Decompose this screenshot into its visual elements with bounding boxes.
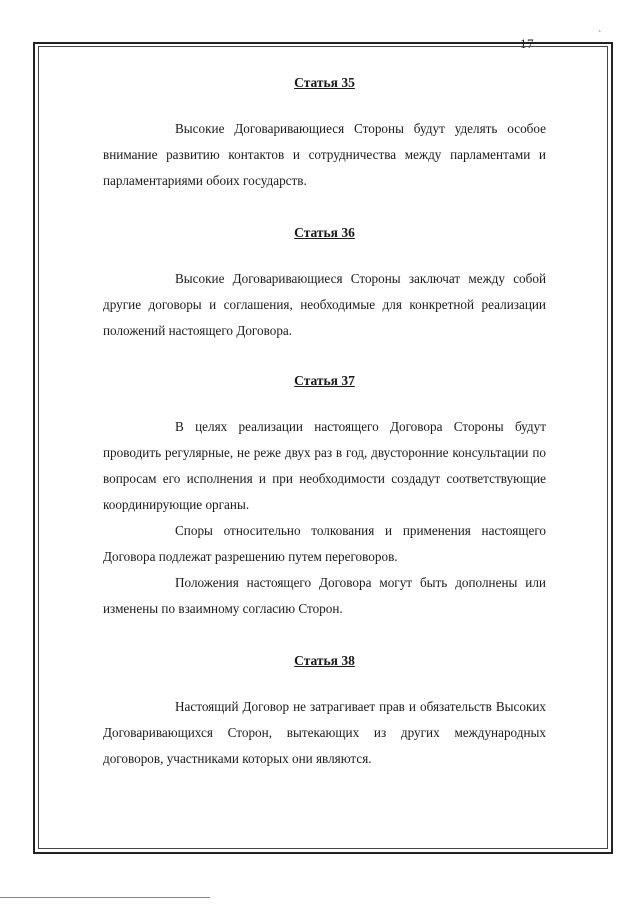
scan-edge-line [0, 897, 210, 898]
page-number: 17 [520, 36, 534, 51]
article-title: Статья 35 [294, 75, 355, 90]
article-35 [103, 74, 546, 194]
article-title: Статья 38 [294, 653, 355, 668]
article-37 [103, 372, 546, 622]
spacer [103, 622, 546, 652]
spacer [103, 194, 546, 224]
spacer [103, 344, 546, 372]
article-paragraph: Высокие Договаривающиеся Стороны заключат между собой другие договоры и соглашения, необходимые для конкретной реализации положений настоящего Договора. [103, 271, 546, 338]
article-paragraph: Настоящий Договор не затрагивает прав и обязательств Высоких Договаривающихся Сторон, вытекающих из других международных договоров, участниками которых они являются. [103, 699, 546, 766]
article-36 [103, 224, 546, 344]
scan-mark: ˋ [598, 30, 602, 41]
document-body [103, 74, 546, 772]
article-title: Статья 36 [294, 225, 355, 240]
article-paragraph: Положения настоящего Договора могут быть дополнены или изменены по взаимному согласию Сторон. [103, 575, 546, 616]
article-38 [103, 652, 546, 772]
article-paragraph: В целях реализации настоящего Договора Стороны будут проводить регулярные, не реже двух раз в год, двусторонние консультации по вопросам его исполнения и при необходимости создадут соответствующие координирующие органы. [103, 419, 546, 512]
article-paragraph: Споры относительно толкования и применения настоящего Договора подлежат разрешению путем переговоров. [103, 523, 546, 564]
article-paragraph: Высокие Договаривающиеся Стороны будут уделять особое внимание развитию контактов и сотрудничества между парламентами и парламентариями обоих государств. [103, 121, 546, 188]
article-title: Статья 37 [294, 373, 355, 388]
